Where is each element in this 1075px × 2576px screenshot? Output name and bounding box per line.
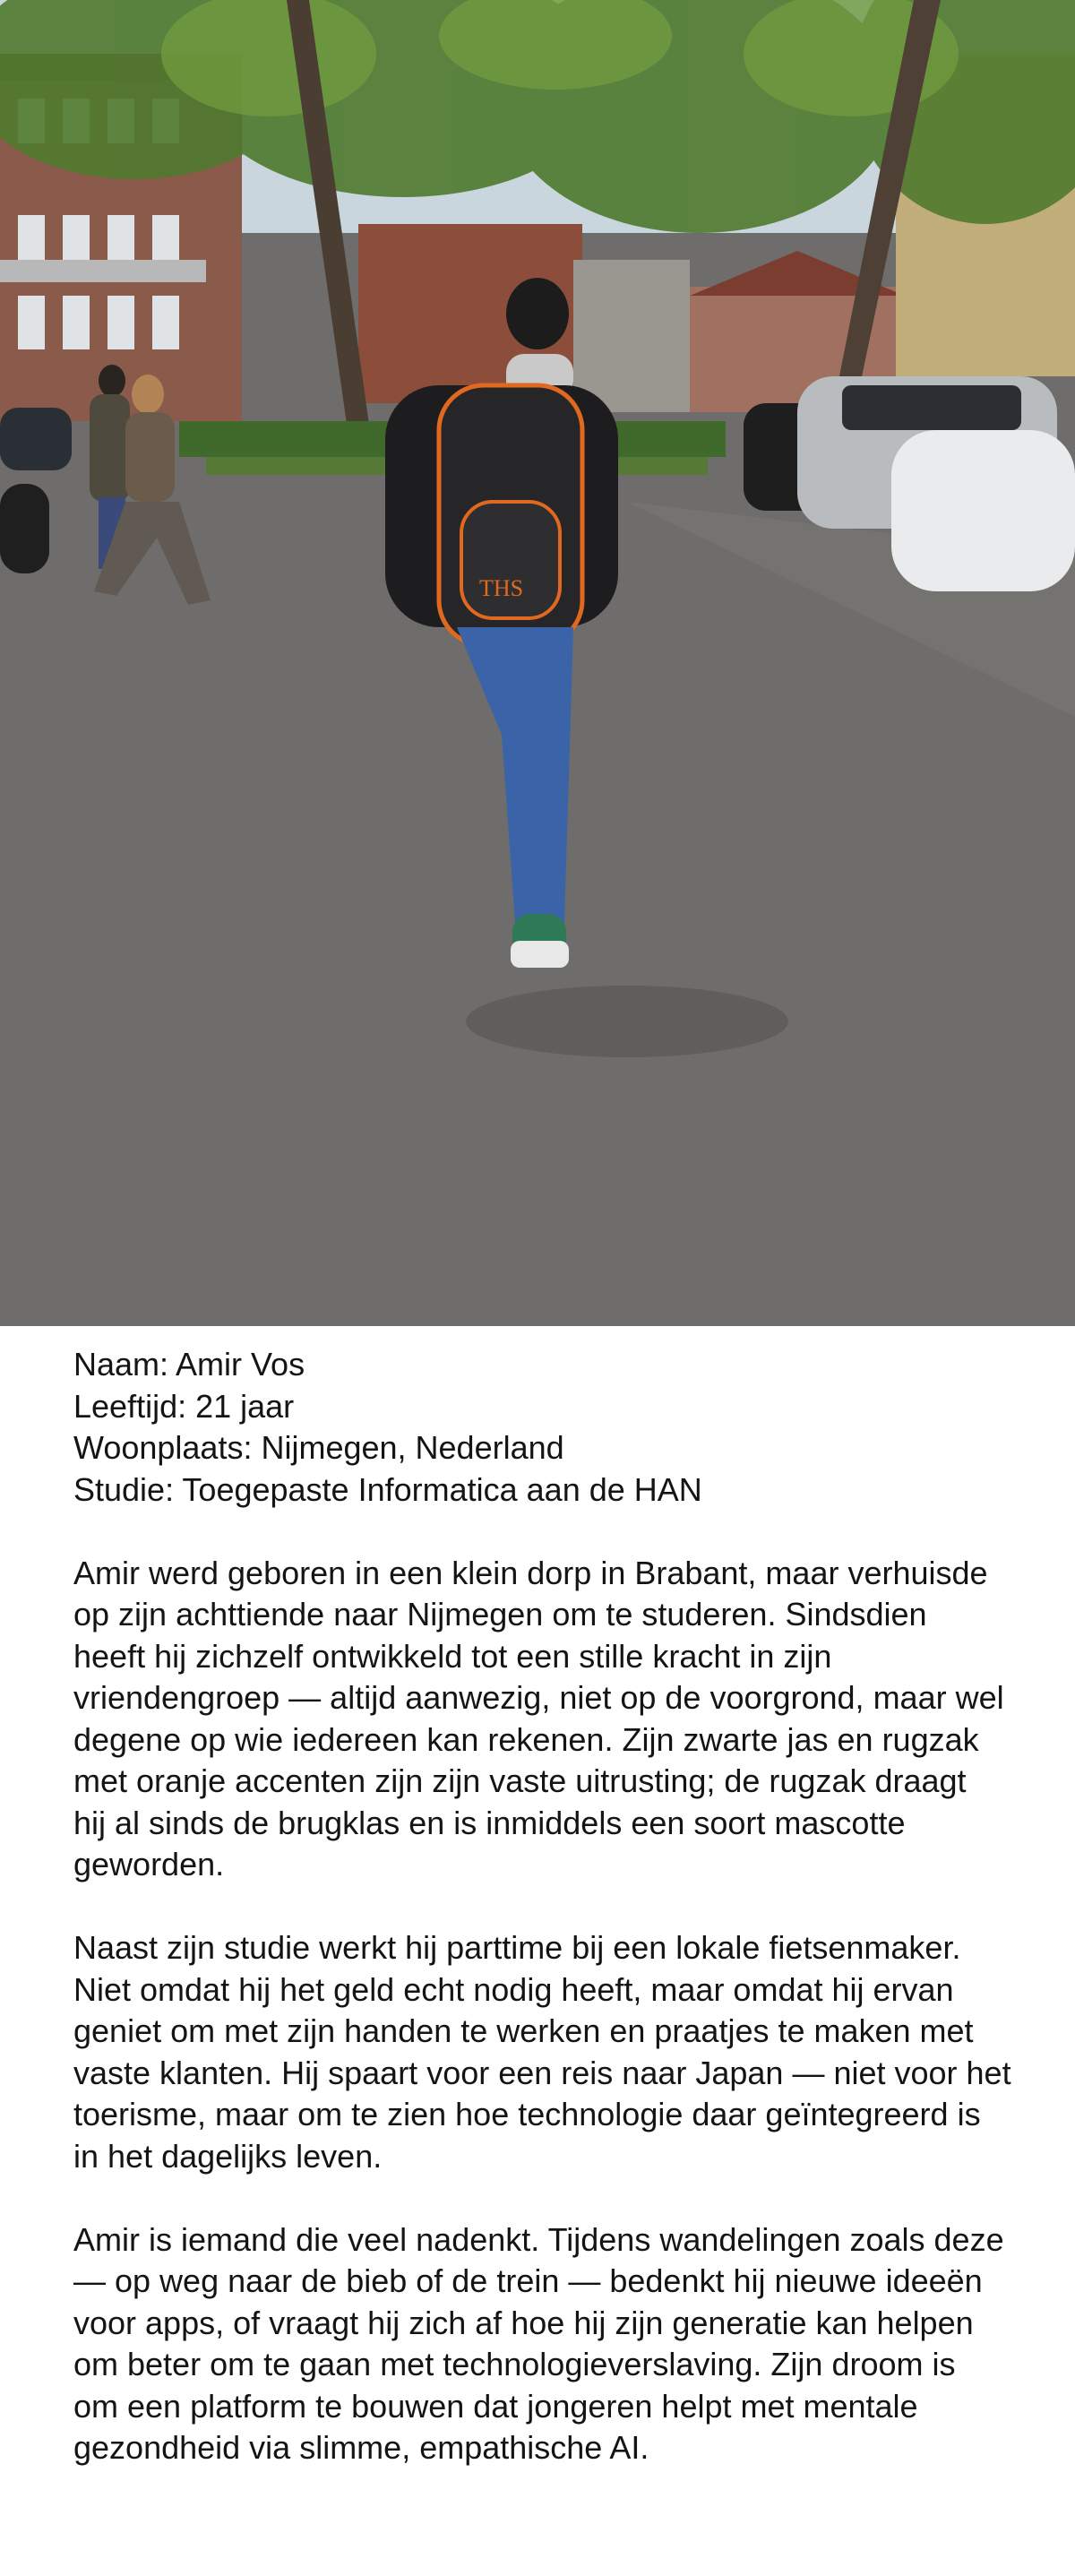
paragraph-line: geniet om met zijn handen te werken en praatjes te maken met <box>73 2012 974 2049</box>
paragraph-line: heeft hij zichzelf ontwikkeld tot een stille kracht in zijn <box>73 1637 832 1675</box>
paragraph-line: Amir is iemand die veel nadenkt. Tijdens wandelingen zoals deze <box>73 2220 1004 2258</box>
spacer <box>73 2177 1041 2219</box>
paragraph-line: vaste klanten. Hij spaart voor een reis naar Japan — niet voor het <box>73 2054 1011 2091</box>
profile-age: Leeftijd: 21 jaar <box>73 1387 295 1425</box>
paragraph-line: om een platform te bouwen dat jongeren helpt met mentale <box>73 2387 918 2425</box>
paragraph-line: Amir werd geboren in een klein dorp in Brabant, maar verhuisde <box>73 1554 988 1591</box>
paragraph-line: in het dagelijks leven. <box>73 2137 383 2175</box>
paragraph-line: geworden. <box>73 1846 225 1882</box>
paragraph-1 <box>73 1553 1041 1886</box>
paragraph-2 <box>73 1927 1041 2177</box>
paragraph-line: vriendengroep — altijd aanwezig, niet op de voorgrond, maar wel <box>73 1679 1004 1716</box>
profile-study: Studie: Toegepaste Informatica aan de HAN <box>73 1470 702 1508</box>
paragraph-line: Naast zijn studie werkt hij parttime bij een lokale fietsenmaker. <box>73 1929 961 1966</box>
paragraph-line: met oranje accenten zijn zijn vaste uitrusting; de rugzak draagt <box>73 1762 967 1799</box>
paragraph-line: hij al sinds de brugklas en is inmiddels een soort mascotte <box>73 1804 906 1841</box>
profile-text <box>73 1344 1041 2469</box>
profile-name: Naam: Amir Vos <box>73 1346 305 1383</box>
paragraph-line: gezondheid via slimme, empathische AI. <box>73 2429 649 2466</box>
svg-text:THS: THS <box>479 575 524 601</box>
paragraph-line: op zijn achttiende naar Nijmegen om te studeren. Sindsdien <box>73 1596 927 1633</box>
profile-residence: Woonplaats: Nijmegen, Nederland <box>73 1429 564 1466</box>
paragraph-line: toerisme, maar om te zien hoe technologie daar geïntegreerd is <box>73 2096 981 2132</box>
spacer <box>73 1511 1041 1553</box>
spacer <box>73 1886 1041 1928</box>
paragraph-line: degene op wie iedereen kan rekenen. Zijn zwarte jas en rugzak <box>73 1720 979 1758</box>
paragraph-line: om beter om te gaan met technologieverslaving. Zijn droom is <box>73 2346 956 2382</box>
paragraph-line: Niet omdat hij het geld echt nodig heeft, maar omdat hij ervan <box>73 1970 954 2008</box>
paragraph-3 <box>73 2219 1041 2469</box>
paragraph-line: voor apps, of vraagt hij zich af hoe hij zijn generatie kan helpen <box>73 2304 974 2341</box>
paragraph-line: — op weg naar de bieb of de trein — bedenkt hij nieuwe ideeën <box>73 2262 983 2299</box>
